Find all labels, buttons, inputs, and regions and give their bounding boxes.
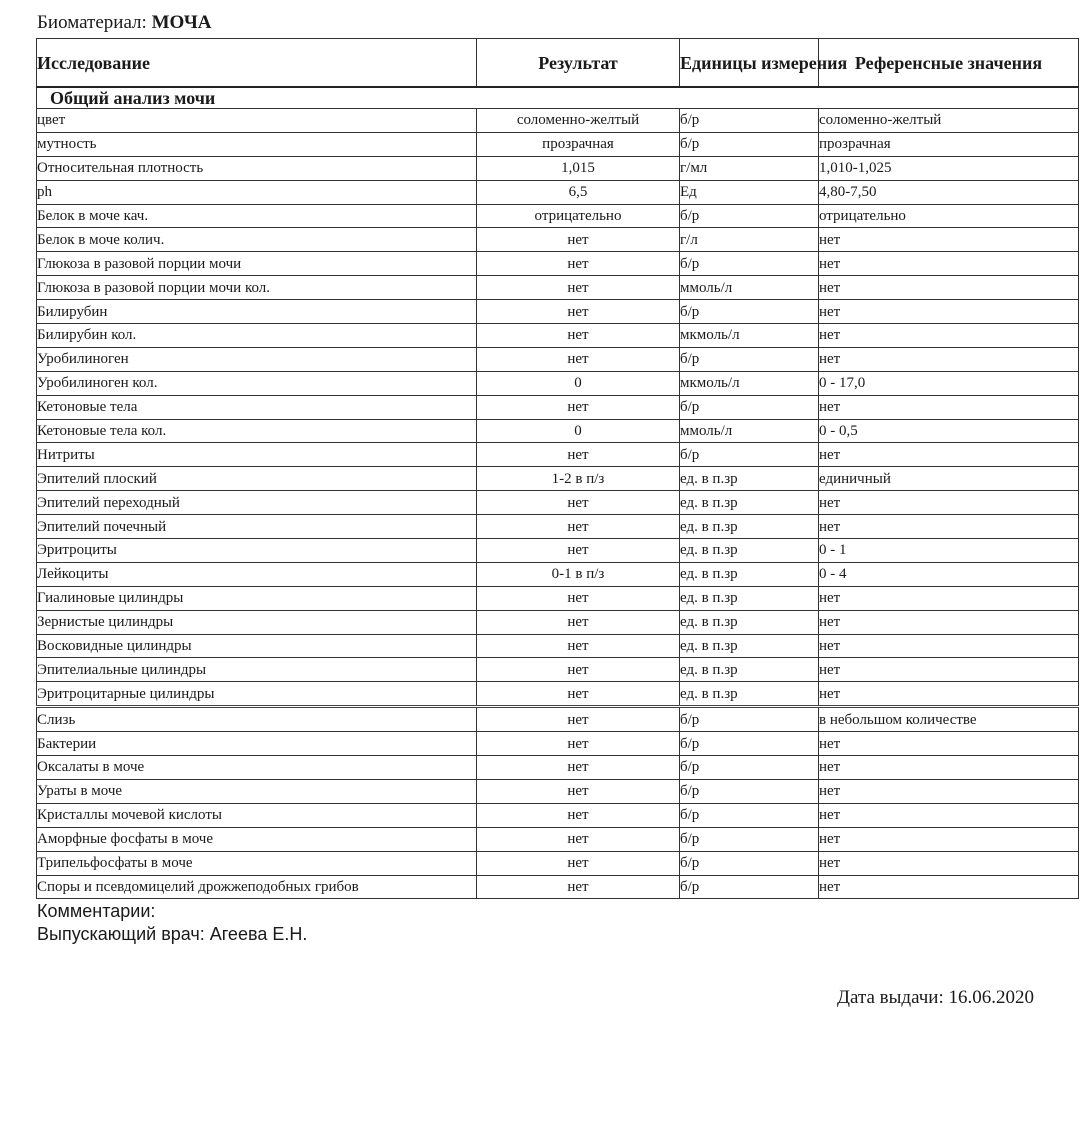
biomaterial-line bbox=[37, 12, 211, 34]
cell-name: Трипельфосфаты в моче bbox=[37, 851, 477, 875]
table-row bbox=[37, 851, 1079, 875]
cell-reference: нет bbox=[819, 682, 1079, 707]
cell-unit: г/л bbox=[680, 228, 819, 252]
cell-name: Слизь bbox=[37, 707, 477, 732]
cell-reference: нет bbox=[819, 658, 1079, 682]
cell-reference: нет bbox=[819, 324, 1079, 348]
cell-name: Кристаллы мочевой кислоты bbox=[37, 803, 477, 827]
cell-result: нет bbox=[477, 779, 680, 803]
cell-unit: ед. в п.зр bbox=[680, 491, 819, 515]
cell-unit: мкмоль/л bbox=[680, 371, 819, 395]
cell-name: Уробилиноген кол. bbox=[37, 371, 477, 395]
cell-result: нет bbox=[477, 875, 680, 899]
cell-result: нет bbox=[477, 610, 680, 634]
cell-reference: нет bbox=[819, 228, 1079, 252]
cell-result: 0 bbox=[477, 419, 680, 443]
cell-reference: нет bbox=[819, 252, 1079, 276]
table-row bbox=[37, 419, 1079, 443]
table-row bbox=[37, 180, 1079, 204]
table-row bbox=[37, 132, 1079, 156]
table-row bbox=[37, 371, 1079, 395]
results-table bbox=[36, 38, 1079, 899]
cell-unit: ммоль/л bbox=[680, 419, 819, 443]
cell-name: Билирубин кол. bbox=[37, 324, 477, 348]
cell-result: нет bbox=[477, 252, 680, 276]
cell-unit: б/р bbox=[680, 803, 819, 827]
cell-reference: нет bbox=[819, 395, 1079, 419]
cell-name: Глюкоза в разовой порции мочи bbox=[37, 252, 477, 276]
cell-result: нет bbox=[477, 347, 680, 371]
cell-unit: мкмоль/л bbox=[680, 324, 819, 348]
cell-unit: б/р bbox=[680, 756, 819, 780]
cell-reference: нет bbox=[819, 875, 1079, 899]
table-header-row bbox=[37, 39, 1079, 88]
cell-unit: ед. в п.зр bbox=[680, 467, 819, 491]
table-row bbox=[37, 682, 1079, 707]
cell-result: соломенно-желтый bbox=[477, 109, 680, 133]
column-header-name: Исследование bbox=[37, 39, 477, 88]
table-row bbox=[37, 707, 1079, 732]
table-row bbox=[37, 276, 1079, 300]
section-row bbox=[37, 87, 1079, 109]
cell-unit: б/р bbox=[680, 300, 819, 324]
table-row bbox=[37, 803, 1079, 827]
cell-name: ph bbox=[37, 180, 477, 204]
cell-reference: нет bbox=[819, 756, 1079, 780]
cell-name: Относительная плотность bbox=[37, 156, 477, 180]
cell-name: Зернистые цилиндры bbox=[37, 610, 477, 634]
cell-name: Эритроцитарные цилиндры bbox=[37, 682, 477, 707]
cell-reference: единичный bbox=[819, 467, 1079, 491]
cell-reference: нет bbox=[819, 443, 1079, 467]
table-row bbox=[37, 875, 1079, 899]
table-row bbox=[37, 324, 1079, 348]
cell-unit: б/р bbox=[680, 109, 819, 133]
cell-reference: нет bbox=[819, 732, 1079, 756]
table-row bbox=[37, 156, 1079, 180]
cell-result: нет bbox=[477, 491, 680, 515]
cell-result: нет bbox=[477, 803, 680, 827]
cell-name: мутность bbox=[37, 132, 477, 156]
cell-result: нет bbox=[477, 756, 680, 780]
cell-unit: ед. в п.зр bbox=[680, 586, 819, 610]
cell-unit: б/р bbox=[680, 732, 819, 756]
cell-unit: ед. в п.зр bbox=[680, 634, 819, 658]
table-row bbox=[37, 228, 1079, 252]
cell-reference: 1,010-1,025 bbox=[819, 156, 1079, 180]
cell-reference: нет bbox=[819, 610, 1079, 634]
cell-name: Гиалиновые цилиндры bbox=[37, 586, 477, 610]
cell-name: Белок в моче колич. bbox=[37, 228, 477, 252]
cell-unit: б/р bbox=[680, 204, 819, 228]
cell-reference: нет bbox=[819, 491, 1079, 515]
cell-reference: 4,80-7,50 bbox=[819, 180, 1079, 204]
cell-name: Уробилиноген bbox=[37, 347, 477, 371]
cell-name: Кетоновые тела кол. bbox=[37, 419, 477, 443]
cell-unit: б/р bbox=[680, 827, 819, 851]
cell-unit: б/р bbox=[680, 851, 819, 875]
table-row bbox=[37, 562, 1079, 586]
table-row bbox=[37, 779, 1079, 803]
cell-name: Глюкоза в разовой порции мочи кол. bbox=[37, 276, 477, 300]
cell-reference: 0 - 1 bbox=[819, 539, 1079, 563]
cell-name: Споры и псевдомицелий дрожжеподобных грибов bbox=[37, 875, 477, 899]
cell-result: нет bbox=[477, 228, 680, 252]
cell-reference: нет bbox=[819, 276, 1079, 300]
cell-reference: 0 - 0,5 bbox=[819, 419, 1079, 443]
cell-result: нет bbox=[477, 515, 680, 539]
cell-unit: б/р bbox=[680, 707, 819, 732]
cell-reference: нет bbox=[819, 634, 1079, 658]
cell-result: нет bbox=[477, 586, 680, 610]
table-row bbox=[37, 756, 1079, 780]
cell-unit: б/р bbox=[680, 252, 819, 276]
cell-name: Аморфные фосфаты в моче bbox=[37, 827, 477, 851]
table-row bbox=[37, 467, 1079, 491]
cell-name: Оксалаты в моче bbox=[37, 756, 477, 780]
cell-result: нет bbox=[477, 395, 680, 419]
cell-result: нет bbox=[477, 707, 680, 732]
cell-name: Эпителий переходный bbox=[37, 491, 477, 515]
cell-result: нет bbox=[477, 300, 680, 324]
table-row bbox=[37, 515, 1079, 539]
cell-name: Эпителий почечный bbox=[37, 515, 477, 539]
cell-unit: Ед bbox=[680, 180, 819, 204]
cell-unit: ммоль/л bbox=[680, 276, 819, 300]
cell-unit: б/р bbox=[680, 132, 819, 156]
cell-unit: б/р bbox=[680, 443, 819, 467]
table-row bbox=[37, 539, 1079, 563]
cell-name: Лейкоциты bbox=[37, 562, 477, 586]
cell-name: Белок в моче кач. bbox=[37, 204, 477, 228]
table-row bbox=[37, 443, 1079, 467]
biomaterial-label: Биоматериал: bbox=[37, 12, 147, 33]
cell-reference: нет bbox=[819, 851, 1079, 875]
cell-unit: ед. в п.зр bbox=[680, 539, 819, 563]
cell-unit: ед. в п.зр bbox=[680, 515, 819, 539]
column-header-result: Результат bbox=[477, 39, 680, 88]
cell-reference: в небольшом количестве bbox=[819, 707, 1079, 732]
issue-date: Дата выдачи: 16.06.2020 bbox=[837, 987, 1034, 1008]
cell-result: нет bbox=[477, 324, 680, 348]
column-header-unit: Единицы измерения bbox=[680, 39, 819, 88]
cell-unit: ед. в п.зр bbox=[680, 658, 819, 682]
cell-result: нет bbox=[477, 851, 680, 875]
cell-reference: отрицательно bbox=[819, 204, 1079, 228]
table-row bbox=[37, 732, 1079, 756]
cell-reference: нет bbox=[819, 347, 1079, 371]
cell-reference: нет bbox=[819, 586, 1079, 610]
cell-result: нет bbox=[477, 682, 680, 707]
cell-result: нет bbox=[477, 443, 680, 467]
cell-result: 1,015 bbox=[477, 156, 680, 180]
cell-reference: соломенно-желтый bbox=[819, 109, 1079, 133]
cell-result: нет bbox=[477, 539, 680, 563]
cell-result: нет bbox=[477, 634, 680, 658]
cell-reference: прозрачная bbox=[819, 132, 1079, 156]
cell-result: 6,5 bbox=[477, 180, 680, 204]
cell-name: Эпителий плоский bbox=[37, 467, 477, 491]
cell-result: нет bbox=[477, 658, 680, 682]
cell-reference: нет bbox=[819, 827, 1079, 851]
cell-unit: б/р bbox=[680, 779, 819, 803]
cell-unit: б/р bbox=[680, 347, 819, 371]
cell-reference: нет bbox=[819, 300, 1079, 324]
cell-unit: ед. в п.зр bbox=[680, 682, 819, 707]
cell-result: 1-2 в п/з bbox=[477, 467, 680, 491]
cell-name: Нитриты bbox=[37, 443, 477, 467]
table-row bbox=[37, 252, 1079, 276]
cell-name: Кетоновые тела bbox=[37, 395, 477, 419]
cell-name: Эритроциты bbox=[37, 539, 477, 563]
cell-reference: 0 - 4 bbox=[819, 562, 1079, 586]
comments-label: Комментарии: bbox=[37, 901, 156, 921]
cell-result: нет bbox=[477, 276, 680, 300]
table-row bbox=[37, 491, 1079, 515]
cell-unit: ед. в п.зр bbox=[680, 562, 819, 586]
cell-result: прозрачная bbox=[477, 132, 680, 156]
comments-block bbox=[37, 900, 307, 946]
biomaterial-value: МОЧА bbox=[151, 12, 212, 33]
cell-result: 0-1 в п/з bbox=[477, 562, 680, 586]
cell-name: Эпителиальные цилиндры bbox=[37, 658, 477, 682]
cell-reference: 0 - 17,0 bbox=[819, 371, 1079, 395]
cell-result: 0 bbox=[477, 371, 680, 395]
cell-name: Ураты в моче bbox=[37, 779, 477, 803]
table-row bbox=[37, 347, 1079, 371]
table-row bbox=[37, 586, 1079, 610]
table-row bbox=[37, 610, 1079, 634]
cell-unit: б/р bbox=[680, 395, 819, 419]
column-header-reference: Референсные значения bbox=[819, 39, 1079, 88]
table-row bbox=[37, 658, 1079, 682]
cell-result: нет bbox=[477, 827, 680, 851]
cell-reference: нет bbox=[819, 803, 1079, 827]
cell-unit: б/р bbox=[680, 875, 819, 899]
cell-result: отрицательно bbox=[477, 204, 680, 228]
table-row bbox=[37, 634, 1079, 658]
table-row bbox=[37, 827, 1079, 851]
cell-name: Билирубин bbox=[37, 300, 477, 324]
cell-name: цвет bbox=[37, 109, 477, 133]
cell-reference: нет bbox=[819, 779, 1079, 803]
table-row bbox=[37, 204, 1079, 228]
cell-unit: г/мл bbox=[680, 156, 819, 180]
cell-unit: ед. в п.зр bbox=[680, 610, 819, 634]
cell-name: Бактерии bbox=[37, 732, 477, 756]
section-title: Общий анализ мочи bbox=[37, 87, 1079, 109]
cell-result: нет bbox=[477, 732, 680, 756]
table-row bbox=[37, 300, 1079, 324]
cell-name: Восковидные цилиндры bbox=[37, 634, 477, 658]
cell-reference: нет bbox=[819, 515, 1079, 539]
doctor-line: Выпускающий врач: Агеева Е.Н. bbox=[37, 924, 308, 944]
table-row bbox=[37, 109, 1079, 133]
table-row bbox=[37, 395, 1079, 419]
